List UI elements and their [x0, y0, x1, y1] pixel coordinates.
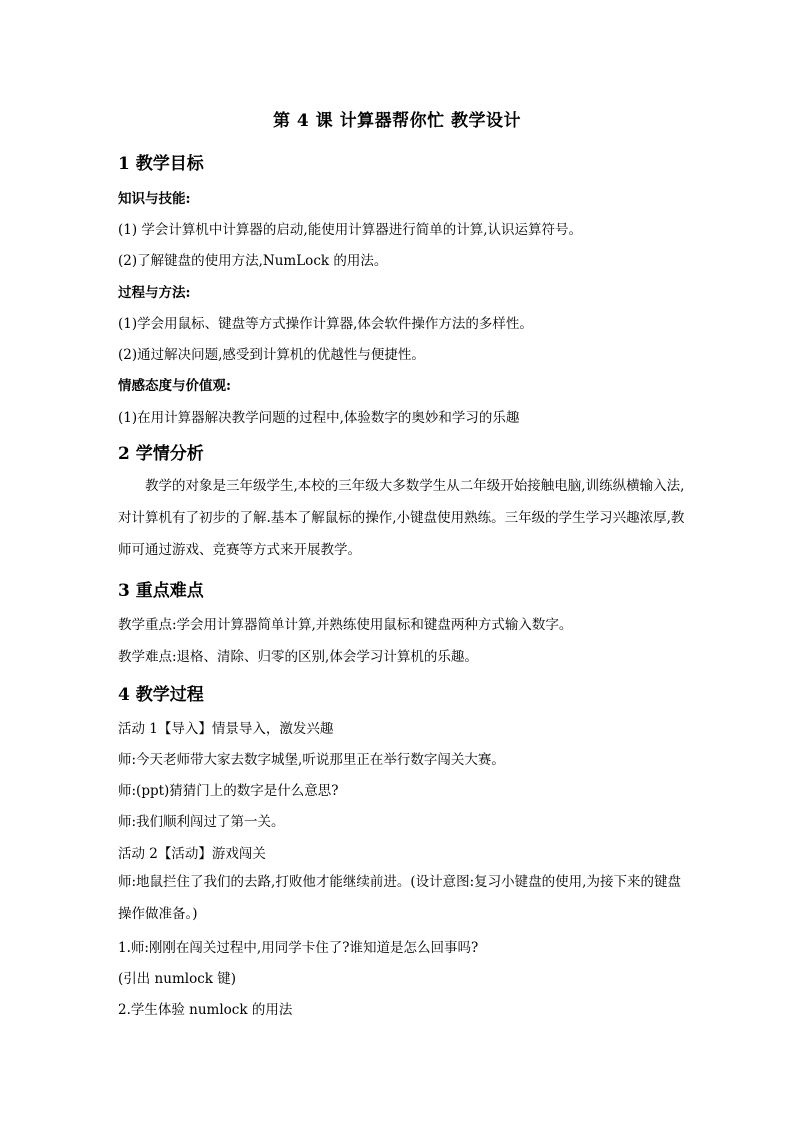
subheading-process-methods: 过程与方法:: [118, 285, 191, 301]
process-line: 活动 1【导入】情景导入，激发兴趣: [118, 721, 334, 737]
process-line: 活动 2【活动】游戏闯关: [118, 846, 266, 862]
subheading-attitudes-values: 情感态度与价值观:: [118, 378, 231, 394]
key-point-line: 教学重点:学会用计算器简单计算,并熟练使用鼠标和键盘两种方式输入数字。: [118, 617, 573, 633]
process-paragraph: 师:地鼠拦住了我们的去路,打败他才能继续前进。(设计意图:复习小键盘的使用,为接下来的键盘操作做准备。): [118, 874, 681, 922]
objective-line: (2)通过解决问题,感受到计算机的优越性与便捷性。: [118, 347, 425, 363]
subheading-knowledge-skills: 知识与技能:: [118, 191, 191, 207]
document-title: 第 4 课 计算器帮你忙 教学设计: [272, 111, 521, 131]
process-line: 师:我们顺利闯过了第一关。: [118, 814, 285, 830]
process-line: 2.学生体验 numlock 的用法: [118, 1002, 293, 1018]
process-line: 师:今天老师带大家去数字城堡,听说那里正在举行数字闯关大赛。: [118, 752, 505, 768]
process-line: (引出 numlock 键): [118, 971, 236, 987]
process-line: 1.师:刚刚在闯关过程中,用同学卡住了?谁知道是怎么回事吗?: [118, 940, 479, 956]
section-heading-student-analysis: 2 学情分析: [118, 444, 204, 464]
objective-line: (2)了解键盘的使用方法,NumLock 的用法。: [118, 253, 388, 269]
student-analysis-paragraph: 教学的对象是三年级学生,本校的三年级大多数学生从二年级开始接触电脑,训练纵横输入法,对计算机有了初步的了解.基本了解鼠标的操作,小键盘使用熟练。三年级的学生学习兴趣浓厚,教师可通过游戏、竞赛等方式来开展教学。: [118, 478, 685, 558]
objective-line: (1)学会用鼠标、键盘等方式操作计算器,体会软件操作方法的多样性。: [118, 316, 533, 332]
difficulty-line: 教学难点:退格、清除、归零的区别,体会学习计算机的乐趣。: [118, 649, 478, 665]
objective-line: (1) 学会计算机中计算器的启动,能使用计算器进行简单的计算,认识运算符号。: [118, 222, 582, 238]
section-heading-objectives: 1 教学目标: [118, 154, 204, 174]
objective-line: (1)在用计算器解决教学问题的过程中,体验数字的奥妙和学习的乐趣: [118, 410, 520, 426]
section-heading-key-points: 3 重点难点: [118, 581, 204, 601]
process-line: 师:(ppt)猜猜门上的数字是什么意思?: [118, 783, 339, 799]
section-heading-teaching-process: 4 教学过程: [118, 685, 204, 705]
